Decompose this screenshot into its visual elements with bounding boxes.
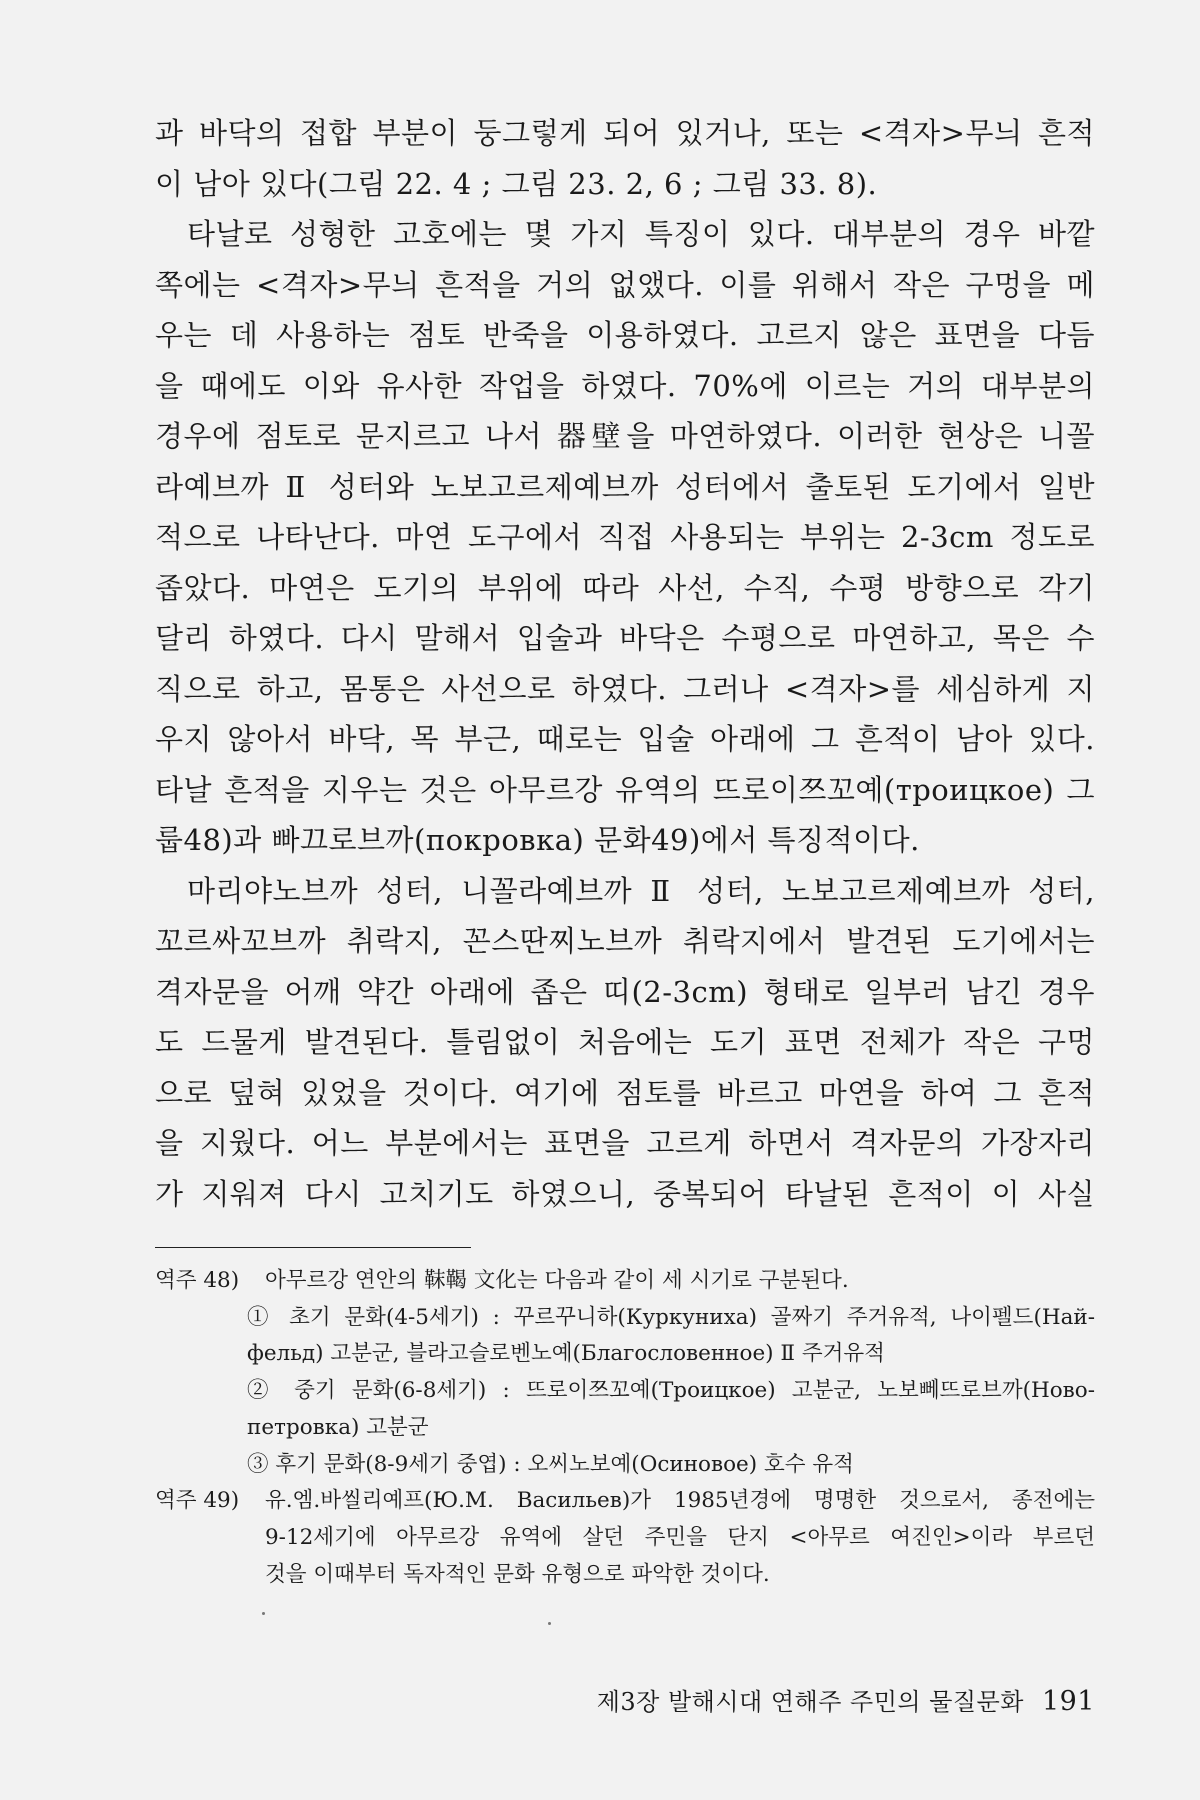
body-line: 쪽에는 <격자>무늬 흔적을 거의 없앴다. 이를 위해서 작은 구멍을 메 — [155, 267, 1095, 302]
body-line: 적으로 나타난다. 마연 도구에서 직접 사용되는 부위는 2-3cm 정도로 — [155, 520, 1095, 554]
running-title: 제3장 발해시대 연해주 주민의 물질문화 — [596, 1688, 1024, 1716]
footnotes — [155, 1263, 1095, 1593]
footnote-divider — [155, 1247, 471, 1248]
footnote-text: 것을 이때부터 독자적인 문화 유형으로 파악한 것이다. — [265, 1561, 770, 1587]
body-line: 라예브까 Ⅱ 성터와 노보고르제예브까 성터에서 출토된 도기에서 일반 — [155, 469, 1095, 504]
footnote-text: 유.엠.바씰리예프(Ю.М. Васильев)가 1985년경에 명명한 것으로서, 종전에는 — [265, 1488, 1095, 1514]
footnote-label: 역주 48) — [155, 1268, 240, 1293]
scan-speck — [548, 1622, 551, 1625]
footnote-48 — [155, 1263, 1095, 1300]
page-footer — [597, 1682, 1095, 1717]
footnote-item: ② 중기 문화(6-8세기) : 뜨로이쯔꼬예(Троицкое) 고분군, 노보뻬뜨로브까(Ново- — [247, 1378, 1095, 1404]
footnote-49 — [155, 1483, 1095, 1593]
body-line: 룹48)과 빠끄로브까(покровка) 문화49)에서 특징적이다. — [155, 823, 920, 857]
body-line: 가 지워져 다시 고치기도 하였으니, 중복되어 타날된 흔적이 이 사실 — [155, 1176, 1095, 1211]
footnote-item-cont: петровка) 고분군 — [247, 1414, 429, 1440]
body-line: 을 지웠다. 어느 부분에서는 표면을 고르게 하면서 격자문의 가장자리 — [155, 1126, 1095, 1160]
footnote-item: ① 초기 문화(4-5세기) : 꾸르꾸니하(Куркуниха) 골짜기 주거유적, 나이펠드(Най- — [247, 1304, 1095, 1330]
scan-speck — [262, 1612, 265, 1615]
body-line: 타날 흔적을 지우는 것은 아무르강 유역의 뜨로이쯔꼬예(троицкое) 그 — [155, 772, 1095, 807]
body-line: 좁았다. 마연은 도기의 부위에 따라 사선, 수직, 수평 방향으로 각기 — [155, 570, 1095, 605]
footnote-text: 9-12세기에 아무르강 유역에 살던 주민을 단지 <아무르 여진인>이라 부르던 — [265, 1524, 1095, 1550]
body-line: 꼬르싸꼬브까 취락지, 꼰스딴찌노브까 취락지에서 발견된 도기에서는 — [155, 924, 1095, 958]
body-line: 마리야노브까 성터, 니꼴라예브까 Ⅱ 성터, 노보고르제예브까 성터, — [187, 873, 1095, 908]
body-line: 이 남아 있다(그림 22. 4 ; 그림 23. 2, 6 ; 그림 33. 8). — [155, 166, 878, 201]
body-text — [155, 108, 1095, 1219]
footnote-text: 아무르강 연안의 靺鞨 文化는 다음과 같이 세 시기로 구분된다. — [265, 1268, 849, 1293]
body-line: 과 바닥의 접합 부분이 둥그렇게 되어 있거나, 또는 <격자>무늬 흔적 — [155, 116, 1095, 150]
page-number: 191 — [1041, 1686, 1095, 1717]
body-line: 도 드물게 발견된다. 틀림없이 처음에는 도기 표면 전체가 작은 구멍 — [155, 1025, 1095, 1059]
body-line: 을 때에도 이와 유사한 작업을 하였다. 70%에 이르는 거의 대부분의 — [155, 368, 1095, 403]
body-line: 타날로 성형한 고호에는 몇 가지 특징이 있다. 대부분의 경우 바깥 — [187, 217, 1095, 251]
body-line: 으로 덮혀 있었을 것이다. 여기에 점토를 바르고 마연을 하여 그 흔적 — [155, 1075, 1095, 1110]
footnote-item: ③ 후기 문화(8-9세기 중엽) : 오씨노보예(Осиновое) 호수 유적 — [247, 1451, 854, 1477]
body-line: 달리 하였다. 다시 말해서 입술과 바닥은 수평으로 마연하고, 목은 수 — [155, 621, 1095, 655]
footnote-48-items — [155, 1300, 1095, 1484]
body-line: 경우에 점토로 문지르고 나서 器壁을 마연하였다. 이러한 현상은 니꼴 — [155, 419, 1095, 453]
footnote-item-cont: фельд) 고분군, 블라고슬로벤노예(Благословенное) Ⅱ 주거유적 — [247, 1341, 885, 1367]
body-line: 우지 않아서 바닥, 목 부근, 때로는 입술 아래에 그 흔적이 남아 있다. — [155, 722, 1095, 756]
body-line: 격자문을 어깨 약간 아래에 좁은 띠(2-3cm) 형태로 일부러 남긴 경우 — [155, 974, 1095, 1009]
footnote-label: 역주 49) — [155, 1488, 240, 1514]
body-line: 직으로 하고, 몸통은 사선으로 하였다. 그러나 <격자>를 세심하게 지 — [155, 671, 1095, 706]
body-line: 우는 데 사용하는 점토 반죽을 이용하였다. 고르지 않은 표면을 다듬 — [155, 318, 1095, 352]
